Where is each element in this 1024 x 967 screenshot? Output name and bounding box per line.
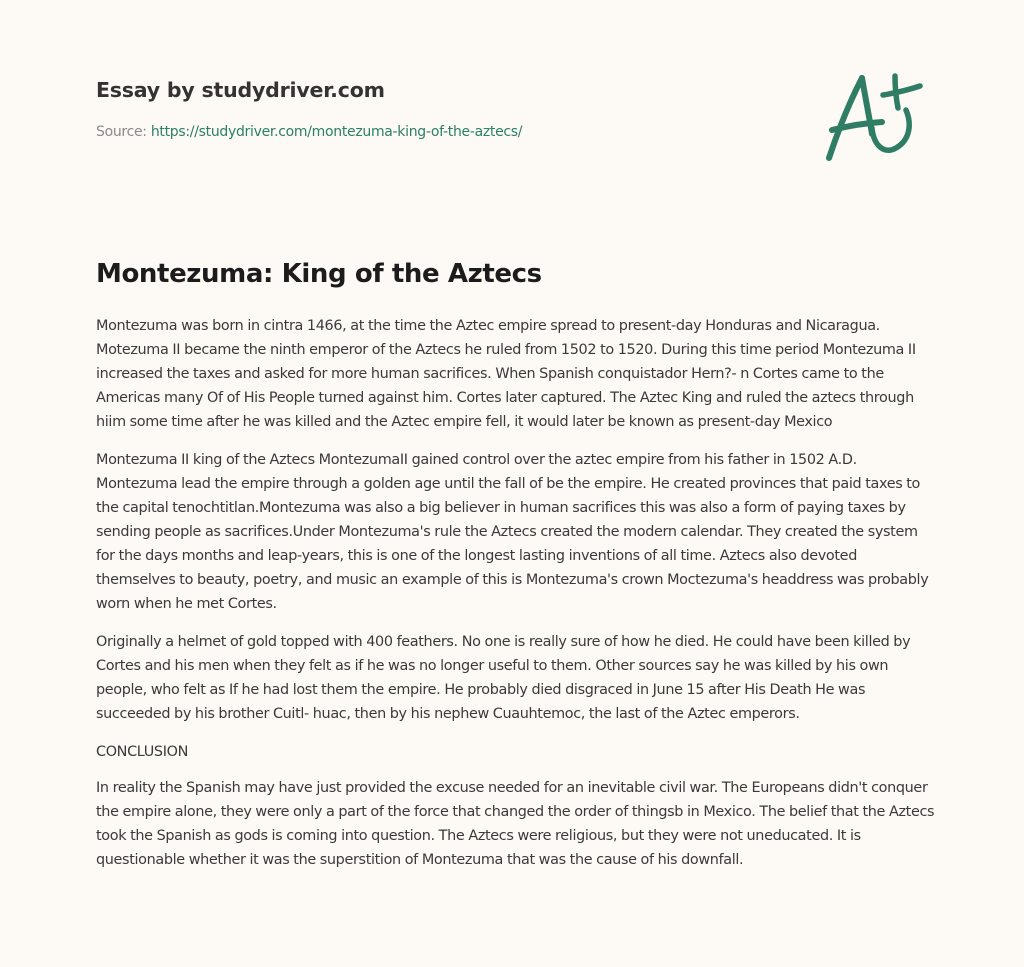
source-line	[96, 122, 696, 142]
source-label: Source:	[96, 124, 151, 140]
essay-paragraph: Montezuma was born in cintra 1466, at the time the Aztec empire spread to present-day Honduras and Nicaragua. Motezuma II became the ninth emperor of the Aztecs he ruled from 1502 to 1520. During this time period Montezuma II increased the taxes and asked for more human sacrifices. When Spanish conquistador Hern?- n Cortes came to the Americas many Of of His People turned against him. Cortes later captured. The Aztec King and ruled the aztecs through hiim some time after he was killed and the Aztec empire fell, it would later be known as present-day Mexico	[96, 318, 916, 430]
site-title: Essay by studydriver.com	[96, 78, 385, 102]
essay-body	[96, 314, 936, 886]
essay-header	[96, 76, 696, 142]
conclusion-heading: CONCLUSION	[96, 744, 188, 760]
source-link[interactable]: https://studydriver.com/montezuma-king-of-the-aztecs/	[150, 124, 523, 140]
essay-paragraph: In reality the Spanish may have just provided the excuse needed for an inevitable civil war. The Europeans didn't conquer the empire alone, they were only a part of the force that changed the order of thingsb in Mexico. The belief that the Aztecs took the Spanish as gods is coming into question. The Aztecs were religious, but they were not uneducated. It is questionable whether it was the superstition of Montezuma that was the cause of his downfall.	[96, 780, 935, 868]
essay-paragraph: Montezuma II king of the Aztecs MontezumaII gained control over the aztec empire from his father in 1502 A.D. Montezuma lead the empire through a golden age until the fall of be the empire. He created provinces that paid taxes to the capital tenochtitlan.Montezuma was also a big believer in human sacrifices this was also a form of paying taxes by sending people as sacrifices.Under Montezuma's rule the Aztecs created the modern calendar. They created the system for the days months and leap-years, this is one of the longest lasting inventions of all time. Aztecs also devoted themselves to beauty, poetry, and music an example of this is Montezuma's crown Moctezuma's headdress was probably worn when he met Cortes.	[96, 452, 929, 612]
essay-paragraph: Originally a helmet of gold topped with 400 feathers. No one is really sure of how he died. He could have been killed by Cortes and his men when they felt as if he was no longer useful to them. Other sources say he was killed by his own people, who felt as If he had lost them the empire. He probably died disgraced in June 15 after His Death He was succeeded by his brother Cuitl- huac, then by his nephew Cuauhtemoc, the last of the Aztec emperors.	[96, 634, 911, 722]
essay-title: Montezuma: King of the Aztecs	[96, 259, 542, 289]
a-plus-grade-icon	[820, 66, 930, 166]
